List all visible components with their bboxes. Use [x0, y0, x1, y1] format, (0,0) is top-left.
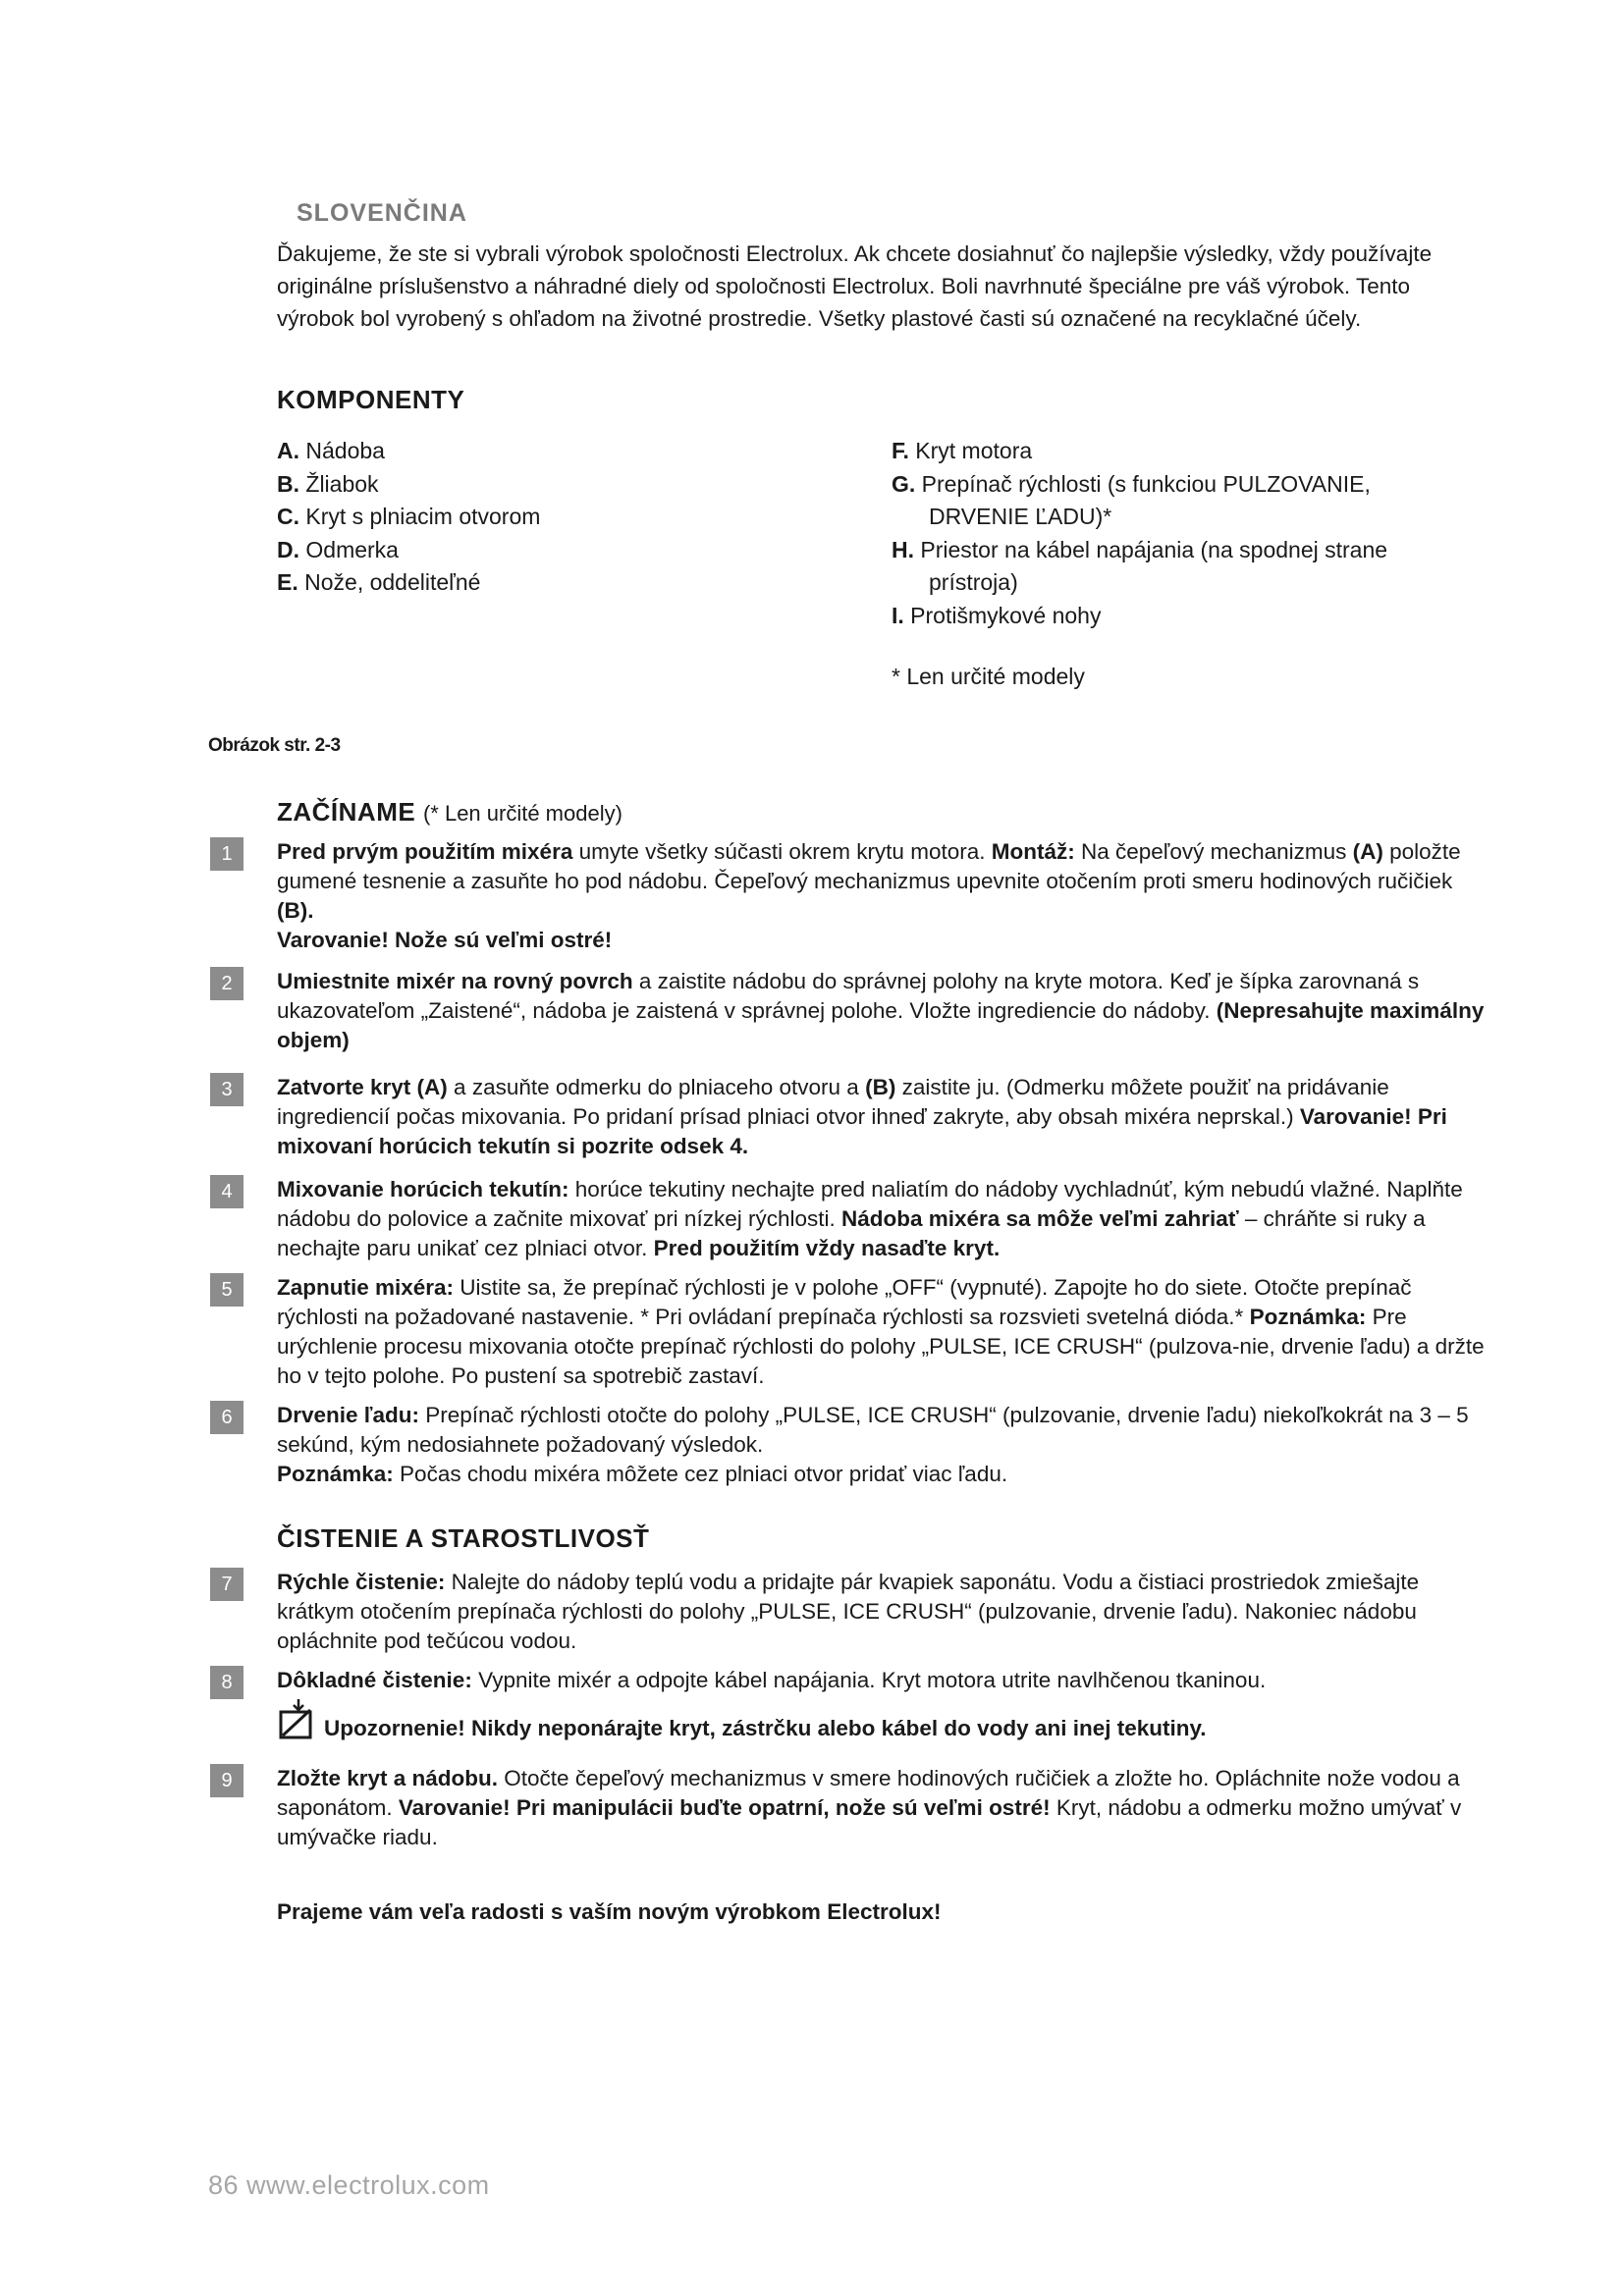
language-title: SLOVENČINA	[297, 199, 467, 227]
step-number-badge: 8	[210, 1666, 244, 1699]
step-emphasis: Pred prvým použitím mixéra	[277, 839, 573, 864]
step-segment: položte gumené tesnenie a zasuňte ho pod nádobu. Čepeľový mechanizmus upevnite otočením proti smeru hodinových ručičiek	[277, 839, 1461, 893]
step-emphasis: Varovanie! Pri manipulácii buďte opatrní, nože sú veľmi ostré!	[398, 1795, 1051, 1820]
step-emphasis: Rýchle čistenie:	[277, 1570, 446, 1594]
component-item: B. Žliabok	[277, 470, 379, 497]
step-number-badge: 5	[210, 1273, 244, 1307]
step-emphasis: Montáž:	[991, 839, 1075, 864]
step-segment: horúce tekutiny nechajte pred naliatím do nádoby vychladnúť, kým nebudú vlažné. Naplňte nádobu do polovice a začnite mixovať pri nízkej rýchlosti.	[277, 1177, 1463, 1231]
step-7	[221, 1568, 1485, 1656]
step-segment: Uistite sa, že prepínač rýchlosti je v polohe „OFF“ (vypnuté). Zapojte ho do siete. Otočte prepínač rýchlosti na požadované nastavenie. * Pri ovládaní prepínača rýchlosti sa rozsvieti svetelná dióda.*	[277, 1275, 1412, 1329]
step-text	[277, 1401, 1485, 1489]
step-segment: Vypnite mixér a odpojte kábel napájania. Kryt motora utrite navlhčenou tkaninou.	[471, 1668, 1267, 1692]
step-segment: zaistite ju. (Odmerku môžete použiť na pridávanie ingrediencií počas mixovania. Po pridaní prísad plniaci otvor ihneď zakryte, aby obsah mixéra neprskal.)	[277, 1075, 1389, 1129]
step-text	[277, 1273, 1485, 1391]
step-emphasis: (B)	[865, 1075, 896, 1099]
step-1	[221, 837, 1485, 955]
step-segment: Prepínač rýchlosti otočte do polohy „PULSE, ICE CRUSH“ (pulzovanie, drvenie ľadu) niekoľkokrát na 3 – 5 sekúnd, kým nedosiahnete požadovaný výsledok.	[277, 1403, 1469, 1457]
step-emphasis: Zložte kryt a nádobu.	[277, 1766, 499, 1790]
step-2	[221, 967, 1485, 1055]
step-emphasis: Varovanie! Nože sú veľmi ostré!	[277, 928, 613, 952]
step-segment: Kryt, nádobu a odmerku možno umývať v umývačke riadu.	[277, 1795, 1462, 1849]
step-segment: Pre urýchlenie procesu mixovania otočte prepínač rýchlosti do polohy „PULSE, ICE CRUSH“ (pulzova-nie, drvenie ľadu) a držte ho v tejto polohe. Po pustení sa spotrebič zastaví.	[277, 1305, 1485, 1388]
start-subheading: (* Len určité modely)	[422, 801, 623, 826]
step-text	[277, 1666, 1485, 1695]
step-emphasis: Zapnutie mixéra:	[277, 1275, 455, 1300]
step-text	[277, 1568, 1485, 1656]
step-number-badge: 3	[210, 1073, 244, 1106]
step-segment: Na čepeľový mechanizmus	[1074, 839, 1353, 864]
component-item: A. Nádoba	[277, 438, 385, 463]
step-text	[277, 837, 1485, 955]
step-4	[221, 1175, 1485, 1263]
step-emphasis: Drvenie ľadu:	[277, 1403, 419, 1427]
step-number-badge: 9	[210, 1764, 244, 1797]
figure-reference: Obrázok str. 2-3	[208, 735, 341, 756]
step-emphasis: Poznámka:	[1249, 1305, 1367, 1329]
step-segment: Nalejte do nádoby teplú vodu a pridajte pár kvapiek saponátu. Vodu a čistiaci prostriedok zmiešajte krátkym otočením prepínača rýchlosti do polohy „PULSE, ICE CRUSH“ (pulzovanie, drvenie ľadu). Nakoniec nádobu opláchnite pod tečúcou vodou.	[277, 1570, 1420, 1653]
step-text	[277, 967, 1485, 1055]
step-number-badge: 4	[210, 1175, 244, 1208]
step-segment: – chráňte si ruky a nechajte paru unikať cez plniaci otvor.	[277, 1206, 1426, 1260]
step-text	[277, 1073, 1485, 1161]
step-segment: umyte všetky súčasti okrem krytu motora.	[572, 839, 992, 864]
step-emphasis: Varovanie! Pri mixovaní horúcich tekutín si pozrite odsek 4.	[277, 1104, 1447, 1158]
intro-paragraph: Ďakujeme, že ste si vybrali výrobok spoločnosti Electrolux. Ak chcete dosiahnuť čo najlepšie výsledky, vždy používajte originálne príslušenstvo a náhradné diely od spoločnosti Electrolux. Boli navrhnuté špeciálne pre váš výrobok. Tento výrobok bol vyrobený s ohľadom na životné prostredie. Všetky plastové časti sú označené na recyklačné účely.	[277, 241, 1433, 331]
no-immersion-icon	[277, 1698, 320, 1741]
step-5	[221, 1273, 1485, 1391]
components-list-left	[277, 435, 827, 600]
page-footer: 86 www.electrolux.com	[208, 2170, 490, 2200]
step-9	[221, 1764, 1485, 1852]
component-item: G. Prepínač rýchlosti (s funkciou PULZOVANIE, DRVENIE ĽADU)*	[892, 470, 1371, 529]
step-emphasis: Poznámka:	[277, 1462, 394, 1486]
step-number-badge: 1	[210, 837, 244, 871]
models-note: * Len určité modely	[892, 664, 1085, 689]
step-emphasis: Umiestnite mixér na rovný povrch	[277, 969, 633, 993]
step-segment: a zasuňte odmerku do plniaceho otvoru a	[447, 1075, 866, 1099]
step-number-badge: 2	[210, 967, 244, 1000]
step-8	[221, 1666, 1485, 1695]
component-item: I. Protišmykové nohy	[892, 602, 1102, 628]
component-item: E. Nože, oddeliteľné	[277, 569, 481, 595]
step-segment: Otočte čepeľový mechanizmus v smere hodinových ručičiek a zložte ho. Opláchnite nože vodou a saponátom.	[277, 1766, 1460, 1820]
step-emphasis: (Nepresahujte maximálny objem)	[277, 998, 1485, 1052]
step-emphasis: (A)	[1352, 839, 1383, 864]
step-emphasis: (B).	[277, 898, 314, 923]
step-text	[277, 1764, 1485, 1852]
step-6	[221, 1401, 1485, 1489]
component-item: D. Odmerka	[277, 536, 399, 562]
step-emphasis: Zatvorte kryt (A)	[277, 1075, 448, 1099]
components-heading: KOMPONENTY	[277, 385, 465, 414]
step-3	[221, 1073, 1485, 1161]
start-heading: ZAČÍNAME (* Len určité modely)	[277, 797, 623, 827]
step-emphasis: Nádoba mixéra sa môže veľmi zahriať	[840, 1206, 1239, 1231]
component-item: H. Priestor na kábel napájania (na spodnej strane prístroja)	[892, 536, 1388, 595]
step-segment: Počas chodu mixéra môžete cez plniaci otvor pridať viac ľadu.	[393, 1462, 1008, 1486]
step-emphasis: Mixovanie horúcich tekutín:	[277, 1177, 569, 1201]
step-emphasis: Pred použitím vždy nasaďte kryt.	[653, 1236, 1001, 1260]
step-text	[277, 1175, 1485, 1263]
component-item: F. Kryt motora	[892, 438, 1033, 463]
components-list-right	[892, 435, 1481, 632]
step-segment: a zaistite nádobu do správnej polohy na kryte motora. Keď je šípka zarovnaná s ukazovateľom „Zaistené“, nádoba je zaistená v správnej polohe. Vložte ingrediencie do nádoby.	[277, 969, 1420, 1023]
immersion-warning: Upozornenie! Nikdy neponárajte kryt, zástrčku alebo kábel do vody ani inej tekutiny.	[277, 1698, 1207, 1741]
cleaning-heading: ČISTENIE A STAROSTLIVOSŤ	[277, 1523, 650, 1553]
closing-message: Prajeme vám veľa radosti s vaším novým výrobkom Electrolux!	[277, 1899, 942, 1924]
step-number-badge: 7	[210, 1568, 244, 1601]
step-number-badge: 6	[210, 1401, 244, 1434]
component-item: C. Kryt s plniacim otvorom	[277, 504, 541, 529]
step-emphasis: Dôkladné čistenie:	[277, 1668, 472, 1692]
